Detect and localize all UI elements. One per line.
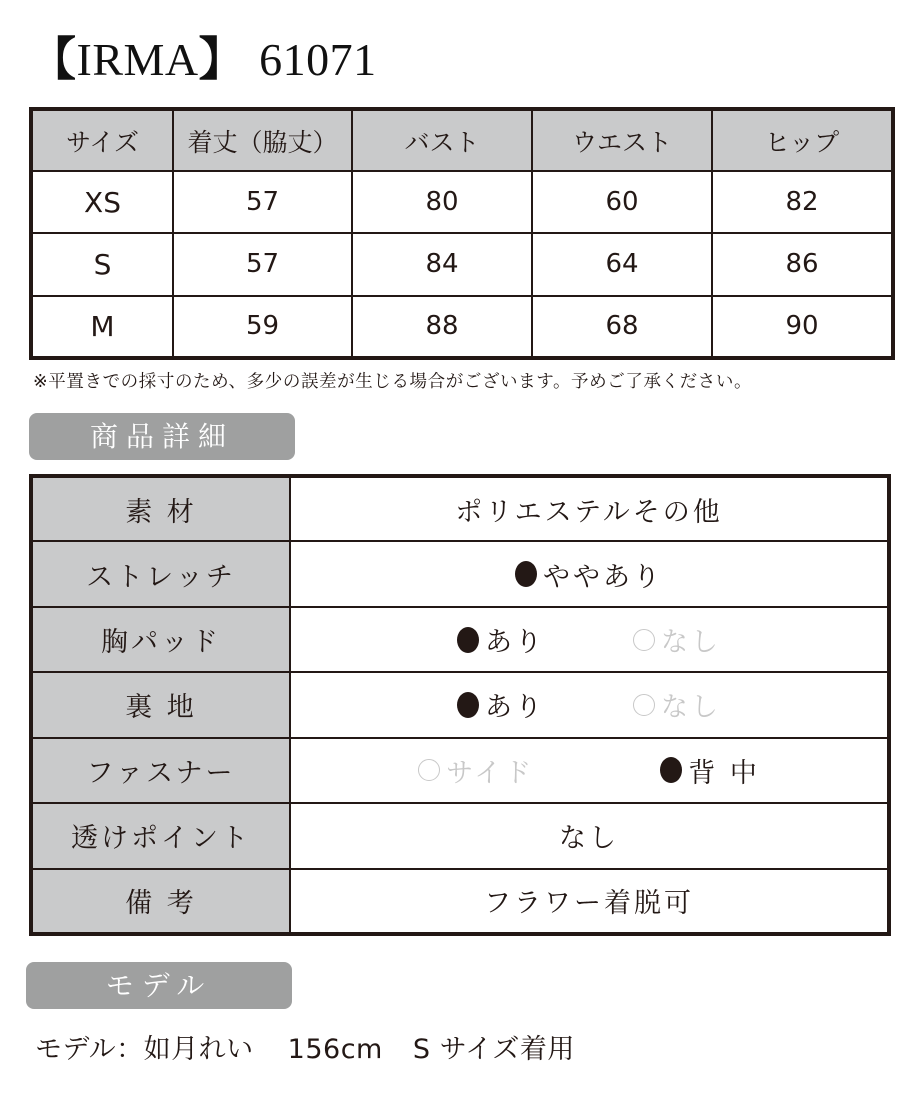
detail-value: フラワー着脱可	[290, 869, 889, 934]
col-header-length: 着丈（脇丈）	[173, 109, 352, 171]
option-selected	[457, 620, 545, 659]
model-label: モデル：	[35, 1034, 144, 1065]
detail-value	[290, 738, 889, 803]
length-cell: 59	[173, 296, 352, 358]
section-label-model: モデル	[26, 962, 292, 1009]
option-unselected	[633, 620, 721, 659]
detail-row-lining	[31, 672, 889, 737]
measurement-note: ※平置きでの採寸のため、多少の誤差が生じる場合がございます。予めご了承ください。	[33, 372, 753, 392]
filled-circle-icon	[457, 692, 479, 718]
empty-circle-icon	[418, 759, 440, 781]
detail-row-stretch	[31, 541, 889, 606]
option-label: なし	[661, 692, 721, 724]
bracket-close: 】	[198, 34, 246, 85]
filled-circle-icon	[660, 757, 682, 783]
hip-cell: 82	[712, 171, 893, 233]
option-label: ややあり	[543, 561, 663, 593]
option-selected	[515, 555, 663, 594]
bracket-open: 【	[30, 34, 77, 85]
filled-circle-icon	[515, 561, 537, 587]
hip-cell: 86	[712, 233, 893, 295]
bust-cell: 80	[352, 171, 532, 233]
detail-label: 備 考	[31, 869, 290, 934]
product-code: 61071	[259, 34, 377, 85]
option-label: なし	[661, 627, 721, 659]
detail-label: 胸パッド	[31, 607, 290, 672]
option-unselected	[418, 751, 534, 790]
col-header-hip: ヒップ	[712, 109, 893, 171]
hip-cell: 90	[712, 296, 893, 358]
detail-label: 透けポイント	[31, 803, 290, 868]
detail-row-zipper	[31, 738, 889, 803]
detail-row-bust-pad	[31, 607, 889, 672]
empty-circle-icon	[633, 694, 655, 716]
size-cell: M	[31, 296, 173, 358]
waist-cell: 68	[532, 296, 712, 358]
col-header-size: サイズ	[31, 109, 173, 171]
detail-label: ファスナー	[31, 738, 290, 803]
details-table	[29, 474, 891, 936]
bust-cell: 88	[352, 296, 532, 358]
col-header-waist: ウエスト	[532, 109, 712, 171]
empty-circle-icon	[633, 629, 655, 651]
size-cell: S	[31, 233, 173, 295]
length-cell: 57	[173, 171, 352, 233]
table-row	[31, 233, 893, 295]
detail-label: ストレッチ	[31, 541, 290, 606]
model-height: 156cm	[287, 1034, 383, 1065]
detail-value	[290, 541, 889, 606]
table-row	[31, 296, 893, 358]
section-label-details: 商品詳細	[29, 413, 295, 460]
bust-cell: 84	[352, 233, 532, 295]
option-label: サイド	[446, 757, 535, 789]
detail-row-material	[31, 476, 889, 541]
model-size-worn: S サイズ着用	[412, 1034, 575, 1065]
model-name: 如月れい	[143, 1034, 254, 1065]
waist-cell: 60	[532, 171, 712, 233]
option-label: あり	[485, 692, 545, 724]
length-cell: 57	[173, 233, 352, 295]
option-label: 背 中	[688, 757, 760, 789]
option-selected	[457, 685, 545, 724]
filled-circle-icon	[457, 627, 479, 653]
option-label: あり	[485, 627, 545, 659]
model-info	[35, 1032, 575, 1068]
detail-label: 素 材	[31, 476, 290, 541]
waist-cell: 64	[532, 233, 712, 295]
option-unselected	[633, 685, 721, 724]
detail-value	[290, 672, 889, 737]
detail-row-remarks	[31, 869, 889, 934]
col-header-bust: バスト	[352, 109, 532, 171]
table-row	[31, 171, 893, 233]
detail-label: 裏 地	[31, 672, 290, 737]
product-title	[30, 30, 377, 90]
detail-value: ポリエステルその他	[290, 476, 889, 541]
size-cell: XS	[31, 171, 173, 233]
brand-name: IRMA	[76, 34, 199, 85]
detail-value	[290, 607, 889, 672]
detail-row-sheer	[31, 803, 889, 868]
size-table	[29, 107, 895, 360]
detail-value: なし	[290, 803, 889, 868]
option-selected	[660, 751, 760, 790]
size-table-header	[31, 109, 893, 171]
